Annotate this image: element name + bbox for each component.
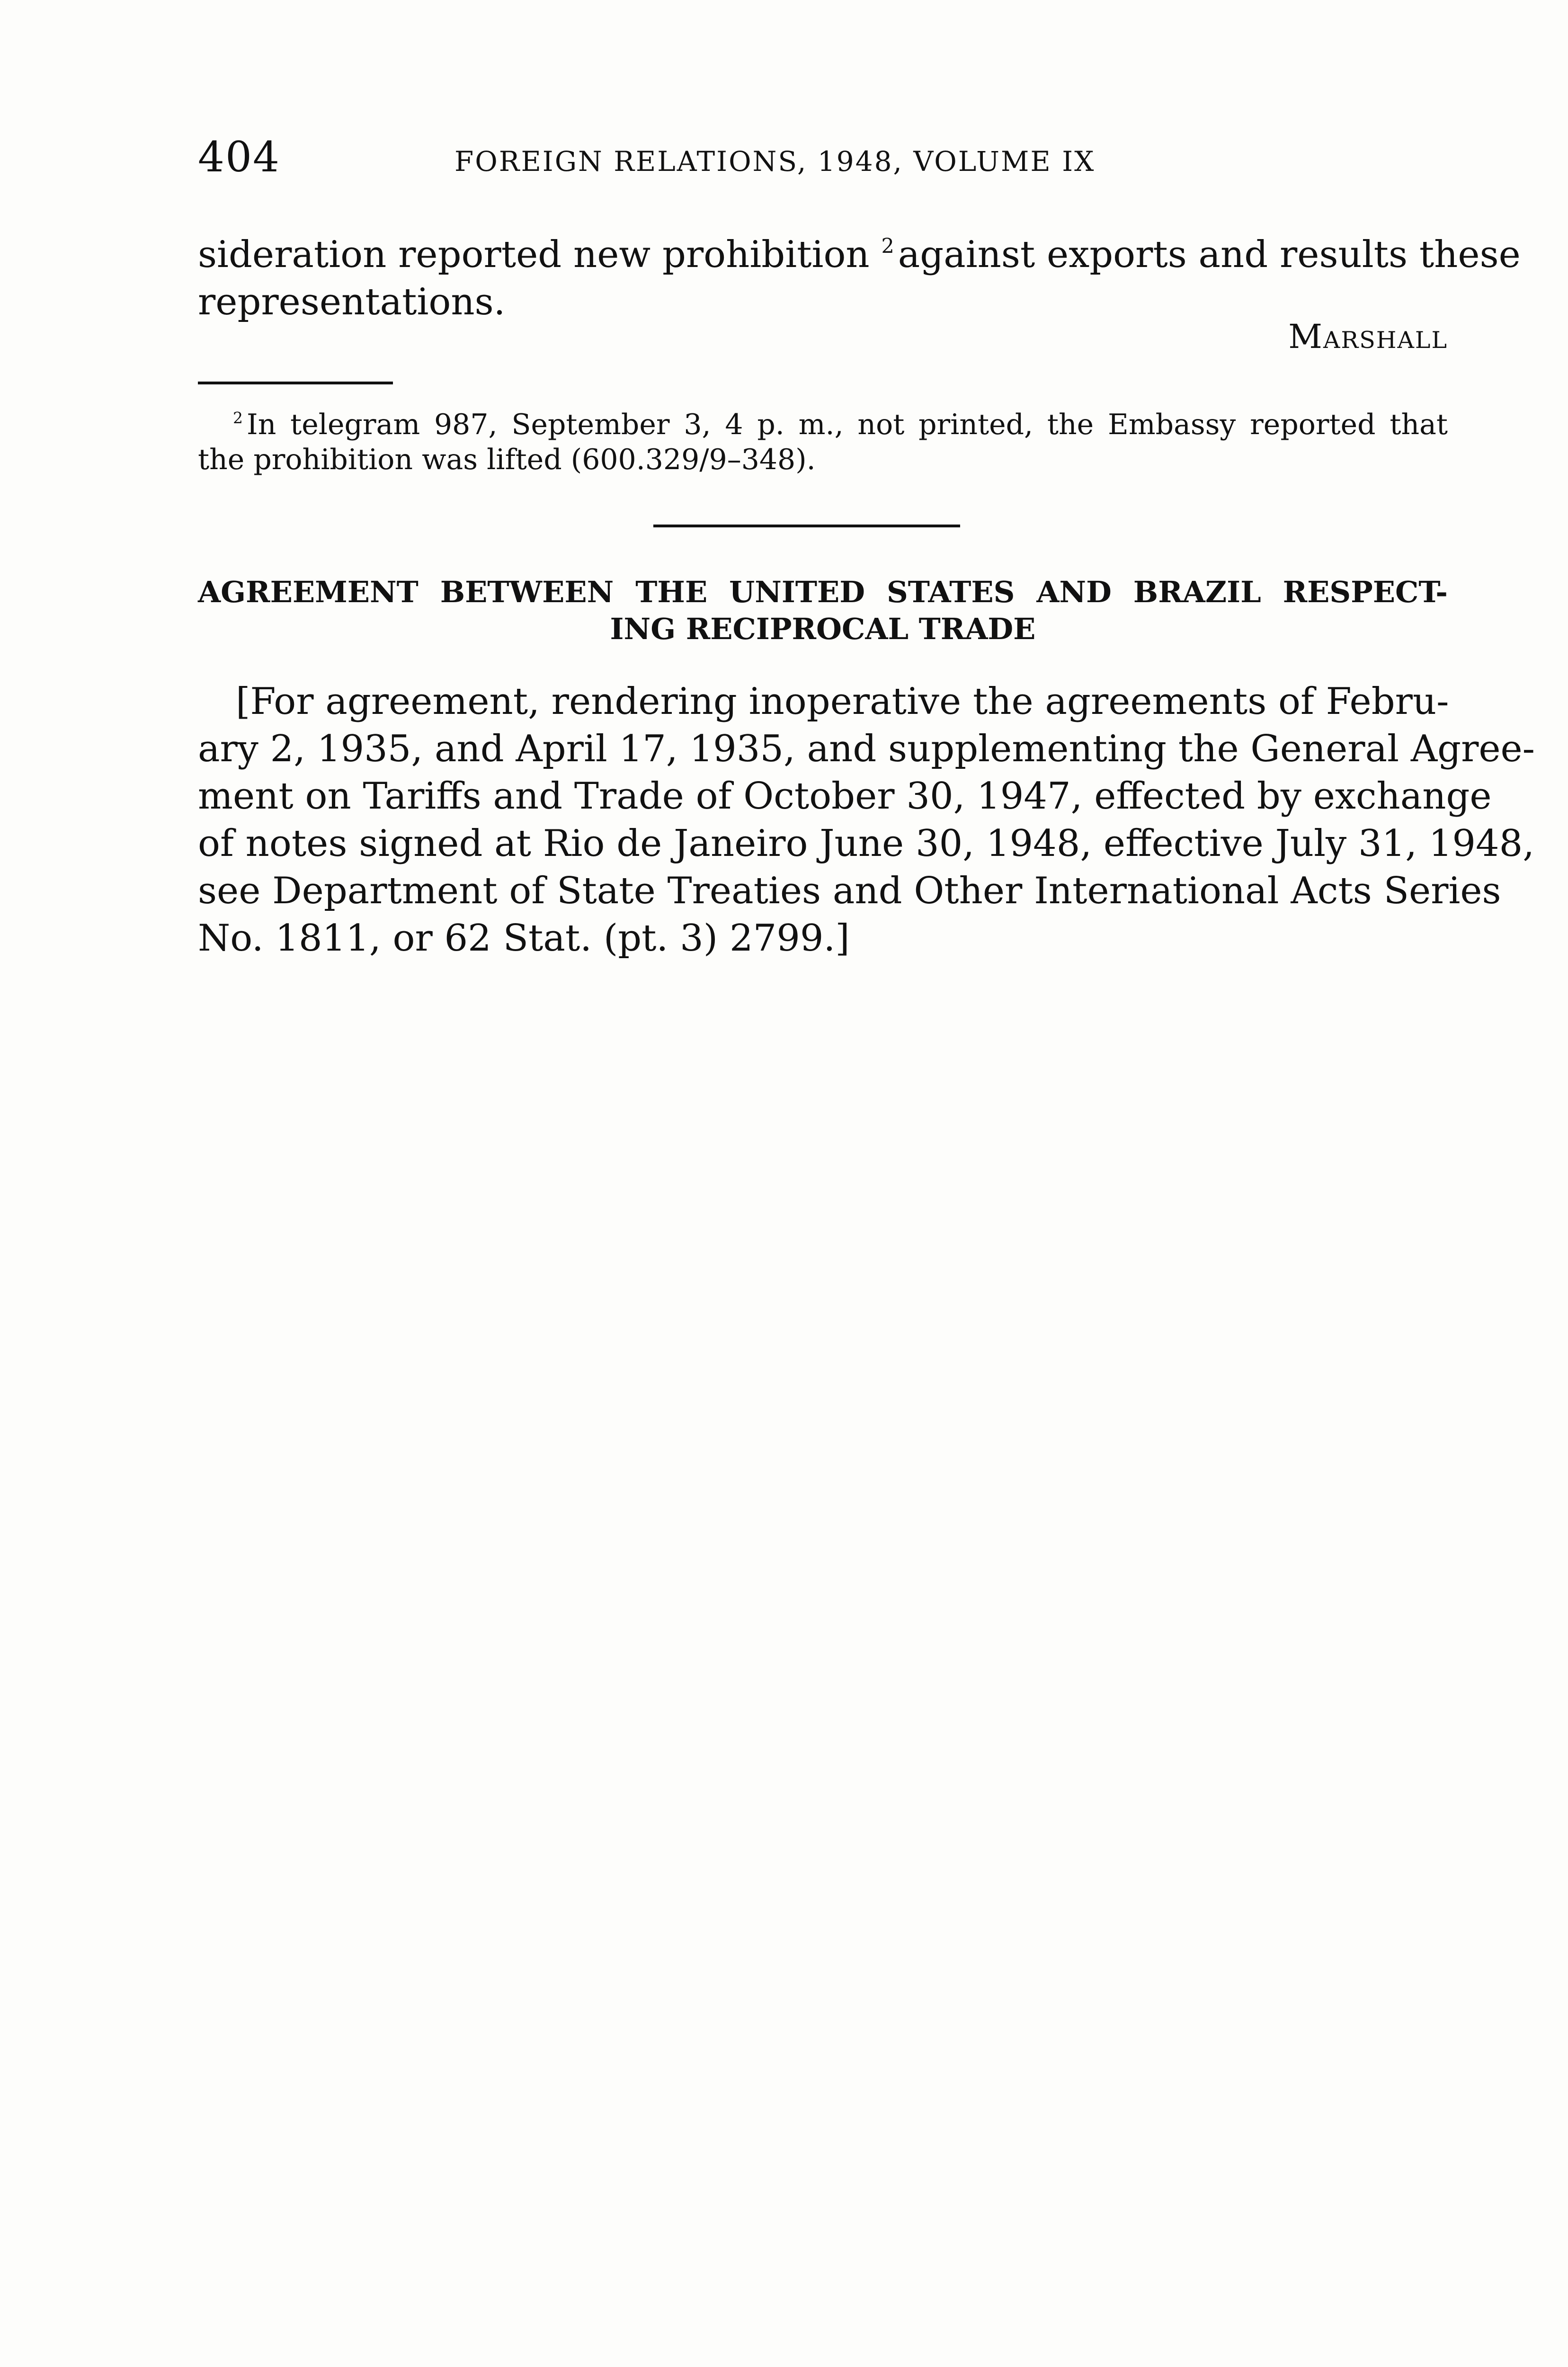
footnote-reference[interactable]: 2 xyxy=(881,234,894,258)
footnote xyxy=(198,400,1448,477)
footnote-rule xyxy=(198,382,393,384)
running-head: FOREIGN RELATIONS, 1948, VOLUME IX xyxy=(454,145,1096,178)
footnote-line: the prohibition was lifted (600.329/9–348). xyxy=(198,443,816,477)
continued-paragraph xyxy=(198,222,1521,326)
heading-line: AGREEMENT BETWEEN THE UNITED STATES AND BRAZIL RESPECT- xyxy=(198,575,1448,609)
body-line: ary 2, 1935, and April 17, 1935, and supplementing the General Agree- xyxy=(198,728,1535,770)
body-line: [For agreement, rendering inoperative the agreements of Febru- xyxy=(236,680,1449,723)
body-line: see Department of State Treaties and Other International Acts Series xyxy=(198,870,1501,912)
section-body xyxy=(198,678,1535,962)
paragraph-line: representations. xyxy=(198,281,506,324)
signature: Marshall xyxy=(1288,317,1448,356)
heading-line: ING RECIPROCAL TRADE xyxy=(610,612,1036,646)
section-divider xyxy=(653,525,960,527)
section-heading xyxy=(198,574,1448,648)
page-number: 404 xyxy=(198,133,280,181)
body-line: of notes signed at Rio de Janeiro June 30, 1948, effective July 31, 1948, xyxy=(198,822,1535,865)
body-line: No. 1811, or 62 Stat. (pt. 3) 2799.] xyxy=(198,917,850,960)
footnote-line: $^2$ In telegram 987, September 3, 4 p. m., not printed, the Embassy reported that xyxy=(233,408,1448,442)
body-line: ment on Tariffs and Trade of October 30, 1947, effected by exchange xyxy=(198,775,1492,818)
footnote-marker: 2 xyxy=(233,409,243,427)
paragraph-line: sideration reported new prohibition $^2$ against exports and results these xyxy=(198,233,1521,276)
